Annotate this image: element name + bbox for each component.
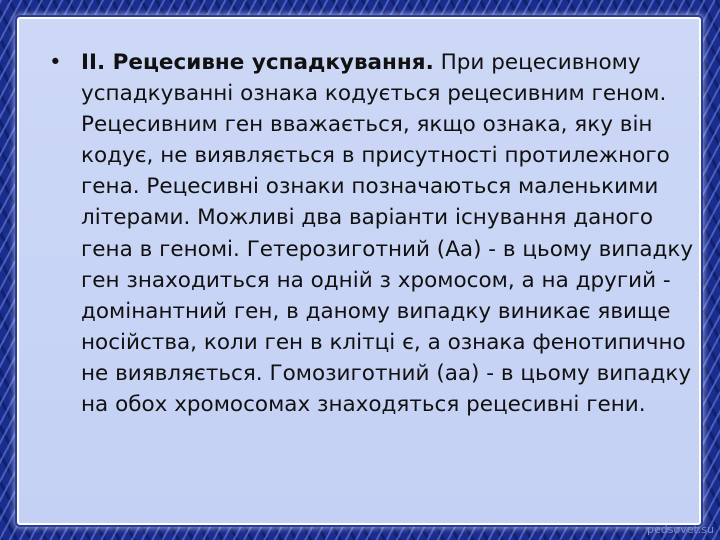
slide-panel	[17, 17, 701, 525]
slide-text	[81, 47, 707, 420]
watermark: pedsovet.su	[647, 523, 714, 536]
slide-heading: ІІ. Рецесивне успадкування.	[81, 50, 434, 75]
bullet-marker: •	[49, 50, 62, 75]
slide-body: При рецесивному успадкуванні ознака кодується рецесивним геном. Рецесивним ген вважається, якщо ознака, яку він кодує, не виявляється в присутності протилежного гена. Рецесивні ознаки позначаються маленькими літерами. Можливі два варіанти існування даного гена в геномі. Гетерозиготний (Аа) - в цьому випадку ген знаходиться на одній з хромосом, а на другий - домінантний ген, в даному випадку виникає явище носійства, коли ген в клітці є, а ознака фенотипично не виявляється. Гомозиготний (аа) - в цьому випадку на обох хромосомах знаходяться рецесивні гени.	[81, 50, 694, 418]
